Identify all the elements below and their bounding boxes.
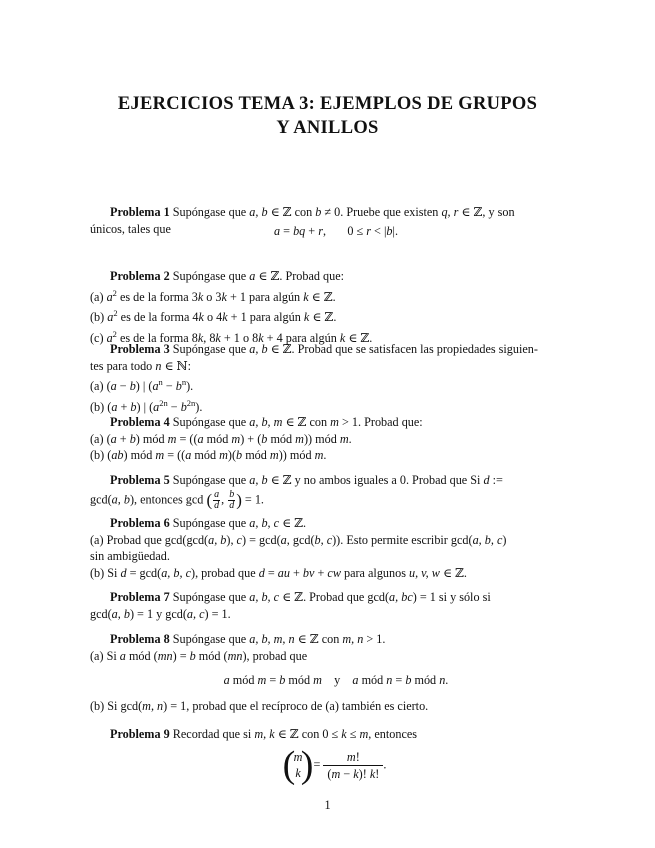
problem-3-text: . Probad que se satisfacen las propiedades siguien- [291,342,538,356]
problem-1-text: únicos, tales que [90,221,171,236]
problem-2-text: . Probad que: [279,269,345,283]
problem-2-item-c: (c) $a^2$ es de la forma 8k, 8k + 1 o 8k + 4 para algún k ∈ ℤ. [90,328,373,345]
problem-1-equation: a = bq + r, 0 ≤ r < |b|. [274,224,398,238]
problem-1-text: con [294,205,313,219]
problem-7: Problema 7 Supóngase que a, b, c ∈ ℤ. Probad que gcd(a, bc) = 1 si y sólo si gcd(a, b) = 1 y gcd(a, c) = 1. [90,590,491,621]
problem-5-text: y no ambos iguales a 0. Probad que Si [294,473,481,487]
problem-6-text: sin ambigüedad. [90,549,170,563]
problem-2-text: Supóngase que [172,269,247,283]
problem-6-text: Supóngase que [172,516,247,530]
problem-1-text: Supóngase que [172,205,247,219]
problem-9-text: Recordad que si [172,727,252,741]
problem-2-item-b: (b) $a^2$ es de la forma 4k o 4k + 1 para algún k ∈ ℤ. [90,308,337,324]
problem-1: Problema 1 Supóngase que a, b ∈ ℤ con b ≠ 0. Pruebe que existen q, r ∈ ℤ, y son únicos, tales que a = bq + r, 0 ≤ r < |b|. [90,204,582,242]
problem-9: Problema 9 Recordad que si m, k ∈ ℤ con 0 ≤ k ≤ m, entonces ( m k ) = $\frac{m!}{(m - k)! k!}$ . [90,726,582,784]
problem-9-label: Problema 9 [110,727,170,741]
problem-6: Problema 6 Supóngase que a, b, c ∈ ℤ. (a) Probad que gcd(gcd(a, b), c) = gcd(a, gcd(b, c)). Esto permite escribir gcd(a, b, c) sin ambigüedad. (b) Si d = gcd(a, b, c), probad que d = au + bv + cw para algunos u, v, w ∈ ℤ. [90,515,582,581]
title-line-2: Y ANILLOS [276,118,379,138]
problem-4-item-a: (a) (a + b) mód m = ((a mód m) + (b mód m)) mód m. [90,431,352,446]
problem-3-text: tes para todo [90,358,153,373]
problem-6-item-a: (a) Probad que gcd(gcd(a, b), c) = gcd(a, gcd(b, c)). Esto permite escribir gcd(a, b, c) [90,532,507,547]
problem-4: Problema 4 Supóngase que a, b, m ∈ ℤ con m > 1. Probad que: (a) (a + b) mód m = ((a mód m) + (b mód m)) mód m. (b) (ab) mód m = ((a mód m)(b mód m)) mód m. [90,414,582,464]
problem-3-item-b: (b) (a + b) | $(a^{2n} - b^{2n})$. [90,397,203,414]
problem-4-item-b: (b) (ab) mód m = ((a mód m)(b mód m)) mód m. [90,448,327,462]
problem-7-label: Problema 7 [110,590,170,604]
problem-3-item-a: (a) (a − b) | $(a^n - b^n)$. [90,377,194,393]
problem-6-item-b: (b) Si d = gcd(a, b, c), probad que d = au + bv + cw para algunos u, v, w ∈ ℤ. [90,565,467,580]
problem-6-label: Problema 6 [110,516,170,530]
problem-9-equation: ( m k ) = $\frac{m!}{(m - k)! k!}$ . [282,744,387,786]
problem-7-text: . Probad que [303,590,365,604]
problem-8-item-b: (b) Si gcd(m, n) = 1, probad que el recíproco de (a) también es cierto. [90,698,429,713]
problem-1-text: , y son [482,205,515,219]
problem-8-text: Supóngase que [172,632,247,646]
problem-2-item-a: (a) $a^2$ es de la forma 3k o 3k + 1 para algún k ∈ ℤ. [90,287,336,304]
problem-5-label: Problema 5 [110,473,170,487]
problem-4-text: . Probad que: [358,415,423,429]
problem-8-label: Problema 8 [110,632,170,646]
problem-4-label: Problema 4 [110,415,170,429]
problem-4-text: Supóngase que [172,415,247,429]
problem-1-label: Problema 1 [110,205,170,219]
problem-5-text: Supóngase que [172,473,247,487]
problem-3-text: Supóngase que [172,342,247,356]
title-line-1: EJERCICIOS TEMA 3: EJEMPLOS DE GRUPOS [117,94,538,114]
problem-3-label: Problema 3 [110,342,170,356]
page-number: 1 [324,798,331,812]
page-title [60,92,595,140]
problem-7-text: Supóngase que [172,590,247,604]
problem-5: Problema 5 Supóngase que a, b ∈ ℤ y no ambos iguales a 0. Probad que Si d := gcd(a, b), entonces gcd ( $\frac{a}{d}$ , $\frac{b}{d}$ ) = 1. [90,473,503,511]
problem-2-label: Problema 2 [110,269,170,283]
problem-8-equation: a mód m = b mód m y a mód n = b mód n. [223,673,449,687]
problem-9-text: , entonces [368,727,418,741]
problem-5-text: , entonces gcd [134,491,204,506]
problem-8: Problema 8 Supóngase que a, b, m, n ∈ ℤ con m, n > 1. (a) Si a mód (mn) = b mód (mn), probad que a mód m = b mód m y a mód n = b mód n. (b) Si gcd(m, n) = 1, probad que el recíproco de (a) también es cierto. [90,631,582,714]
problem-3: Problema 3 Supóngase que a, b ∈ ℤ. Probad que se satisfacen las propiedades siguien- tes para todo n ∈ ℕ: (a) (a − b) | $(a^n - b^n)$. (b) (a + b) | $(a^{2n} - b^{2n})$. [90,341,582,415]
problem-8-item-a: (a) Si a mód (mn) = b mód (mn), probad que [90,648,308,663]
problem-2: Problema 2 Supóngase que a ∈ ℤ. Probad que: (a) $a^2$ es de la forma 3k o 3k + 1 para algún k ∈ ℤ. (b) $a^2$ es de la forma 4k o 4k + 1 para algún k ∈ ℤ. (c) $a^2$ es de la forma 8k, 8k + 1 o 8k + 4 para algún k ∈ ℤ. [90,268,582,346]
problem-1-text: . Pruebe que existen [340,205,439,219]
